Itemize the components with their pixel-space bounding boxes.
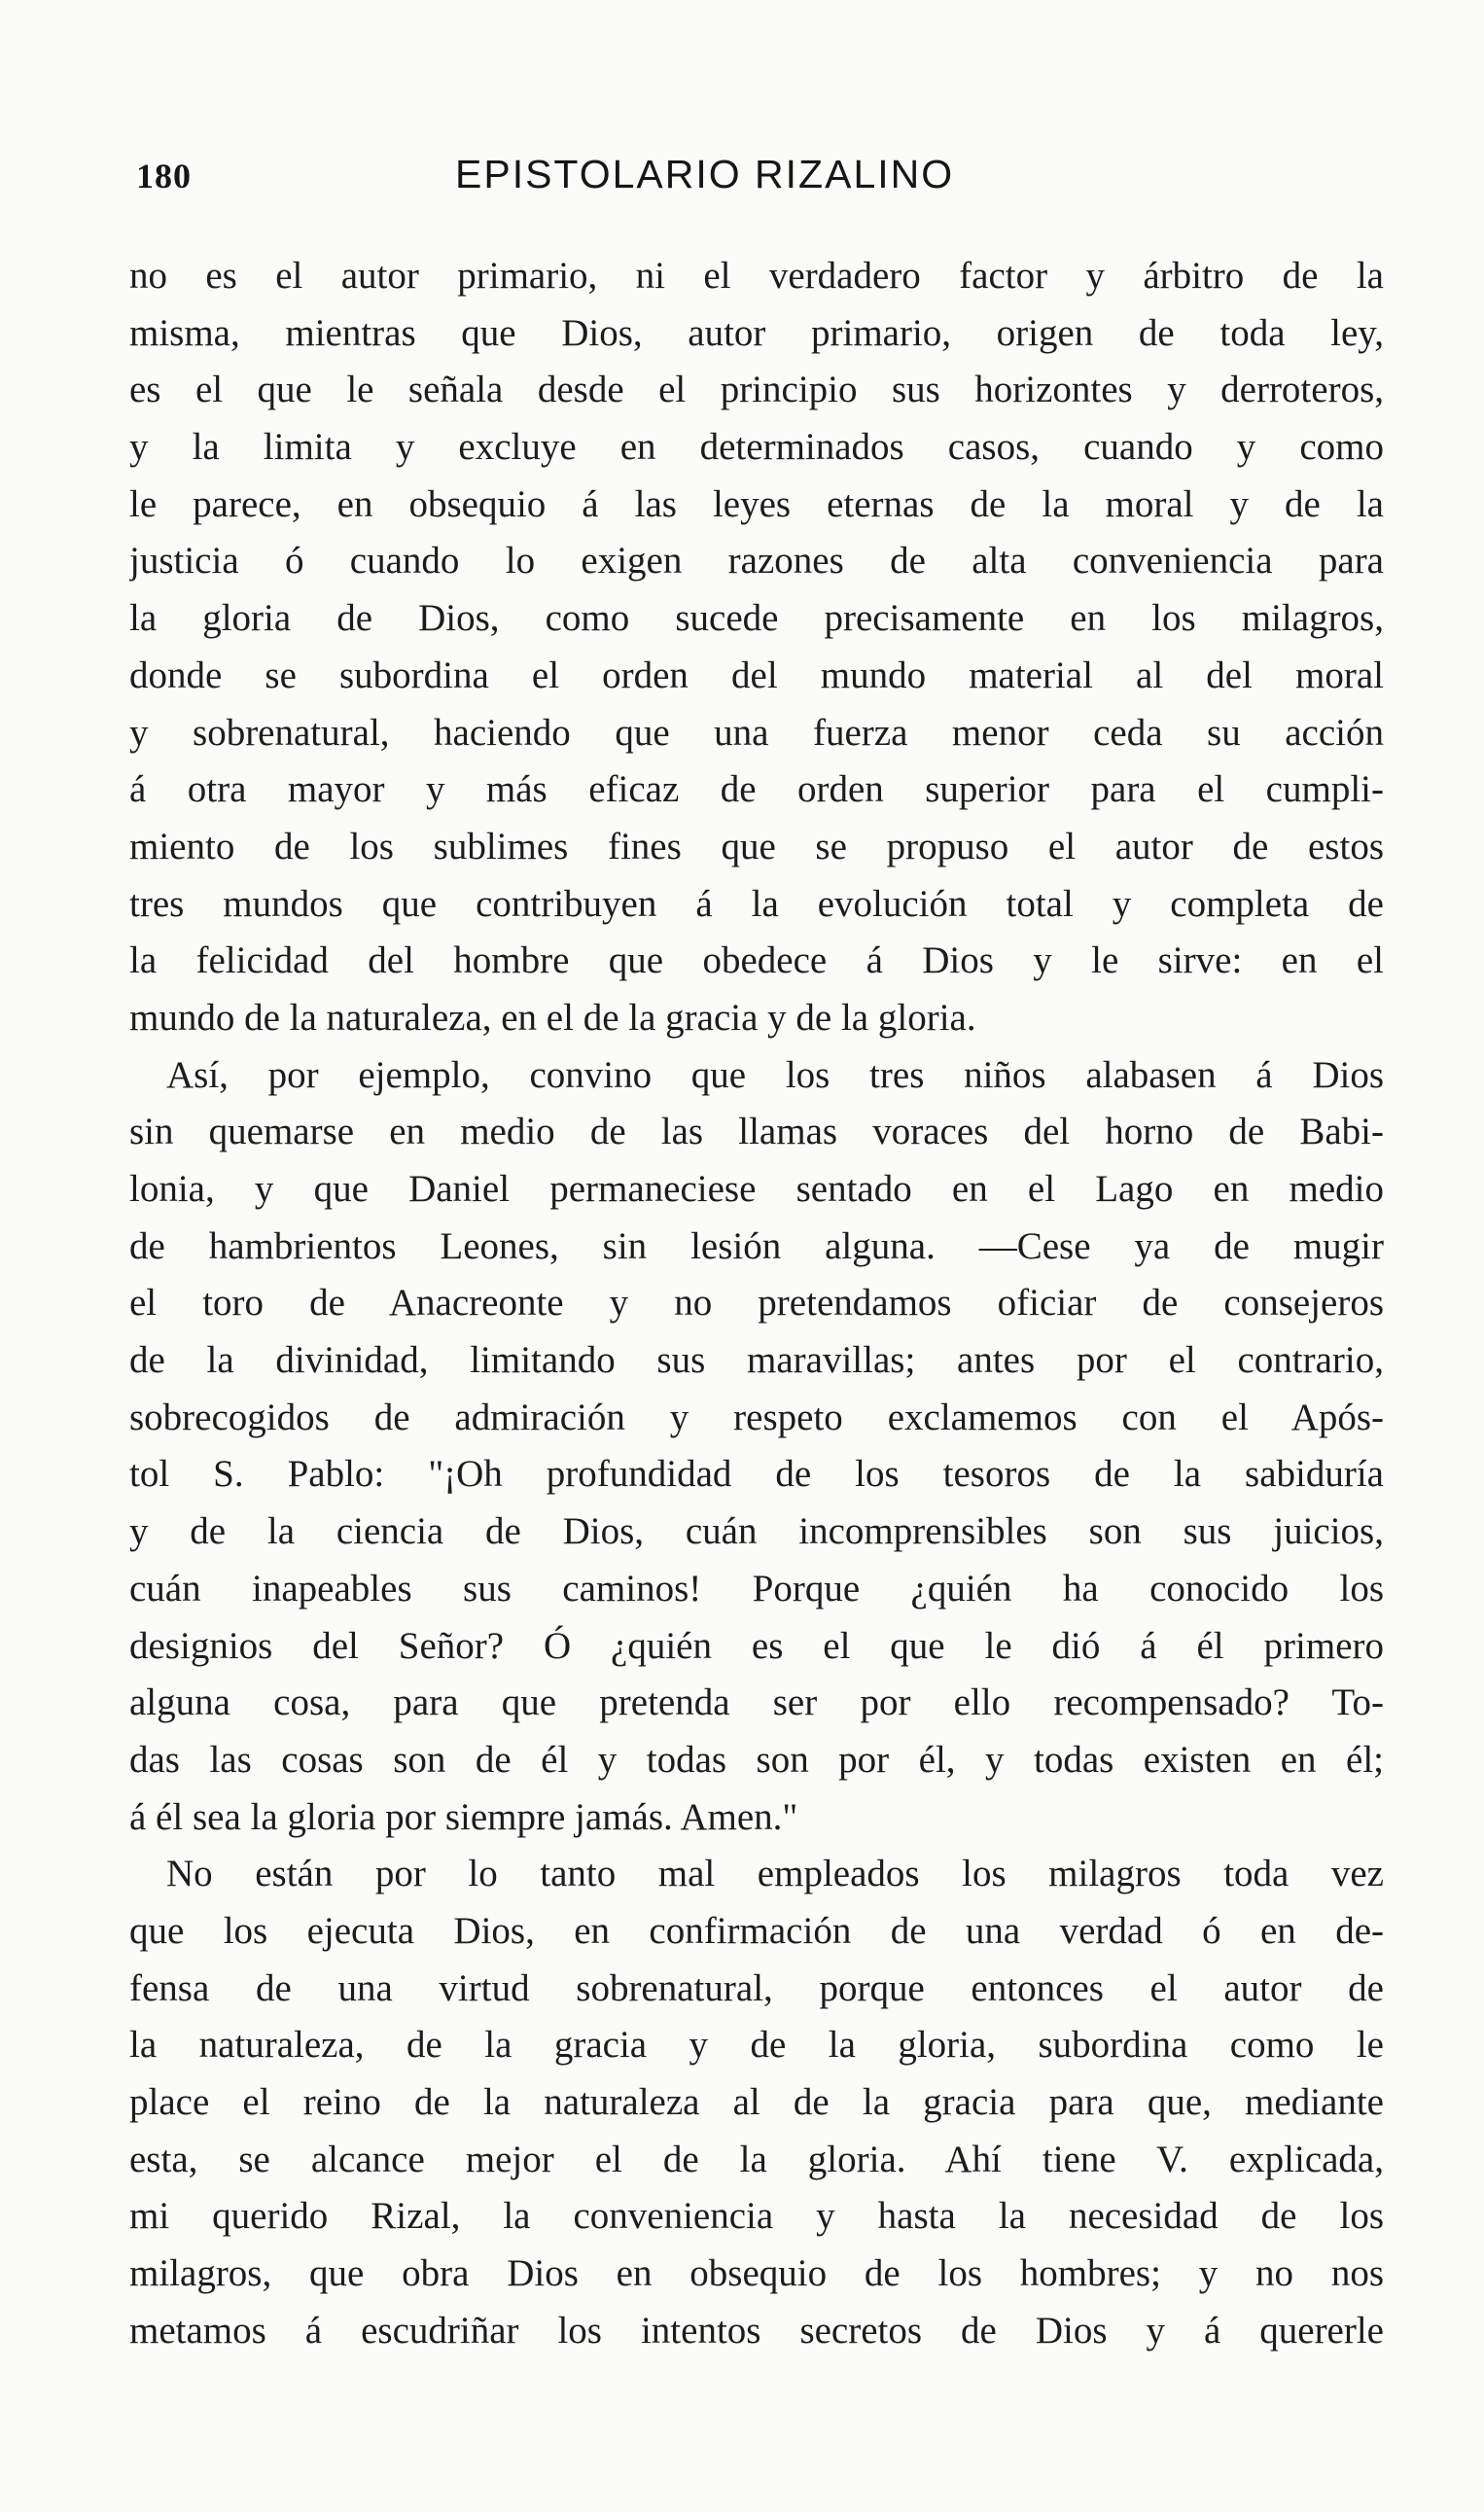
text-line: alguna cosa, para que pretenda ser por ello recompensado? To- bbox=[129, 1681, 1384, 1724]
text-line: designios del Señor? Ó ¿quién es el que le dió á él primero bbox=[129, 1624, 1384, 1667]
text-line: de hambrientos Leones, sin lesión alguna. —Cese ya de mugir bbox=[129, 1224, 1384, 1267]
text-line: justicia ó cuando lo exigen razones de alta conveniencia para bbox=[129, 540, 1384, 583]
text-line: lonia, y que Daniel permaneciese sentado en el Lago en medio bbox=[129, 1168, 1384, 1210]
body-text bbox=[129, 248, 1384, 2359]
text-line: le parece, en obsequio á las leyes eternas de la moral y de la bbox=[129, 482, 1384, 525]
text-line: miento de los sublimes fines que se propuso el autor de estos bbox=[129, 825, 1384, 867]
text-line: y sobrenatural, haciendo que una fuerza menor ceda su acción bbox=[129, 711, 1384, 754]
text-line: das las cosas son de él y todas son por él, y todas existen en él; bbox=[129, 1738, 1384, 1781]
text-line: cuán inapeables sus caminos! Porque ¿quién ha conocido los bbox=[129, 1567, 1384, 1610]
text-line: es el que le señala desde el principio sus horizontes y derroteros, bbox=[129, 369, 1384, 411]
text-line: No están por lo tanto mal empleados los milagros toda vez bbox=[166, 1853, 1384, 1895]
text-line: tres mundos que contribuyen á la evolución total y completa de bbox=[129, 882, 1384, 925]
text-line: que los ejecuta Dios, en confirmación de una verdad ó en de- bbox=[129, 1909, 1384, 1952]
text-line: misma, mientras que Dios, autor primario, origen de toda ley, bbox=[129, 311, 1384, 354]
text-line: de la divinidad, limitando sus maravillas; antes por el contrario, bbox=[129, 1339, 1384, 1382]
text-line: no es el autor primario, ni el verdadero factor y árbitro de la bbox=[129, 255, 1384, 297]
text-line: la felicidad del hombre que obedece á Dios y le sirve: en el bbox=[129, 939, 1384, 982]
page-header bbox=[136, 148, 1361, 210]
running-head: EPISTOLARIO RIZALINO bbox=[455, 152, 955, 196]
text-line: sobrecogidos de admiración y respeto exclamemos con el Após- bbox=[129, 1396, 1384, 1438]
text-line: fensa de una virtud sobrenatural, porque entonces el autor de bbox=[129, 1966, 1384, 2009]
page-number: 180 bbox=[136, 157, 192, 195]
text-line: Así, por ejemplo, convino que los tres niños alabasen á Dios bbox=[166, 1053, 1384, 1096]
text-line: metamos á escudriñar los intentos secretos de Dios y á quererle bbox=[129, 2309, 1384, 2352]
text-line: y de la ciencia de Dios, cuán incomprensibles son sus juicios, bbox=[129, 1510, 1384, 1553]
text-line: mi querido Rizal, la conveniencia y hasta la necesidad de los bbox=[129, 2195, 1384, 2238]
text-line: á otra mayor y más eficaz de orden superior para el cumpli- bbox=[129, 768, 1384, 811]
text-line: la gloria de Dios, como sucede precisamente en los milagros, bbox=[129, 597, 1384, 640]
text-line: esta, se alcance mejor el de la gloria. Ahí tiene V. explicada, bbox=[129, 2138, 1384, 2180]
text-line: y la limita y excluye en determinados casos, cuando y como bbox=[129, 426, 1384, 469]
text-line: tol S. Pablo: "¡Oh profundidad de los tesoros de la sabiduría bbox=[129, 1453, 1384, 1496]
text-line: á él sea la gloria por siempre jamás. Amen." bbox=[129, 1795, 798, 1838]
text-line: mundo de la naturaleza, en el de la gracia y de la gloria. bbox=[129, 996, 976, 1039]
text-line: sin quemarse en medio de las llamas voraces del horno de Babi- bbox=[129, 1111, 1384, 1153]
text-line: milagros, que obra Dios en obsequio de los hombres; y no nos bbox=[129, 2252, 1384, 2295]
text-line: la naturaleza, de la gracia y de la gloria, subordina como le bbox=[129, 2024, 1384, 2067]
text-line: place el reino de la naturaleza al de la gracia para que, mediante bbox=[129, 2081, 1384, 2123]
text-line: donde se subordina el orden del mundo material al del moral bbox=[129, 654, 1384, 696]
text-line: el toro de Anacreonte y no pretendamos oficiar de consejeros bbox=[129, 1282, 1384, 1325]
